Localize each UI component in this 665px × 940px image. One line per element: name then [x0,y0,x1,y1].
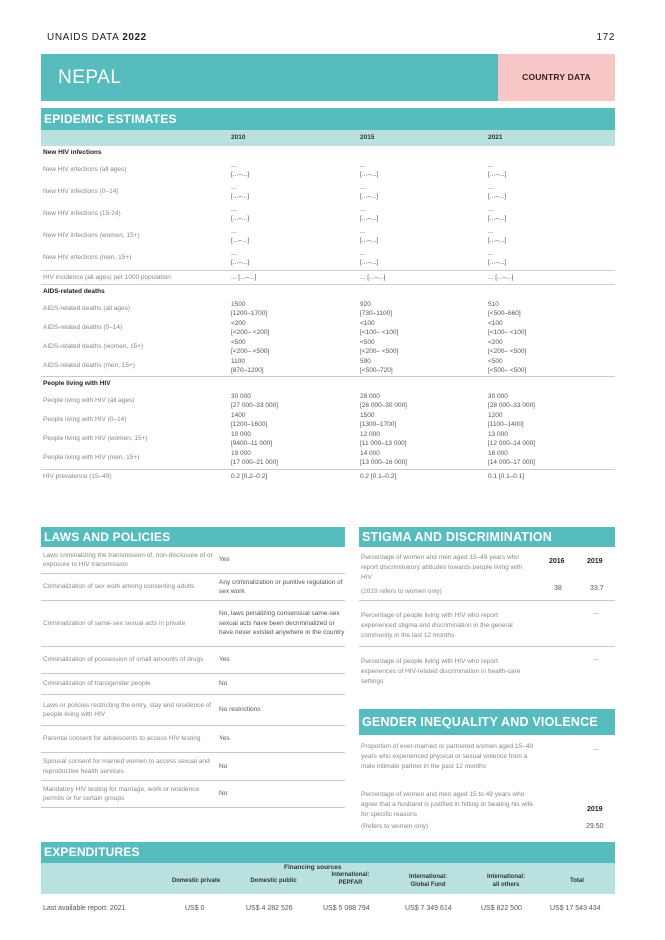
cell: <100 [<100– <100] [488,320,527,336]
cell: ... [...–...] [231,250,250,266]
cell: ... [...–...] [488,184,507,200]
column-header: Total [570,878,584,884]
group-title: New HIV infections [43,149,102,156]
policy-question: Criminalization of transgender people [43,680,151,688]
row-label: AIDS-related deaths (women, 15+) [43,343,144,350]
cell: ... [...–...] [231,184,250,200]
row-label: AIDS-related deaths (all ages) [43,305,131,312]
cell: <500 [<500– <500] [488,358,527,374]
cell: ... [...–...] [488,228,507,244]
summary-row [41,469,615,486]
cell: <200 [<200– <500] [488,339,527,355]
cell: US$ 5 088 794 [323,905,370,912]
row-label: Last available report: 2021 [43,905,126,912]
cell: 12 000 [11 000–13 000] [360,431,407,447]
column-header: International: PEPFAR [331,872,370,886]
cell: 0.2 [0.2–0.2] [231,473,268,480]
indicator-row [359,647,615,691]
cell: ... [...–...] [231,162,250,178]
cell: 30 000 [28 000–33 000] [488,393,535,409]
laws-and-policies-section [41,527,345,808]
cell: US$ 7 349 614 [405,905,452,912]
policy-row [41,547,345,574]
row-label: New HIV infections (women, 15+) [43,232,140,239]
policy-question: Spousal consent for married women to access sexual and reproductive health services [43,758,210,775]
year-header: 2019 [587,558,603,565]
group-title: People living with HIV [43,380,111,387]
page-header [47,32,615,46]
indicator-value: ... [593,745,599,752]
cell: ... [...–...] [231,206,250,222]
table-row [41,248,615,270]
cell: 1500 [1300–1700] [360,412,397,428]
cell: 13 000 [12 000–14 000] [488,431,535,447]
policy-answer: No restrictions [219,706,261,714]
cell: ... [...–...] [360,162,379,178]
indicator-text: Percentage of women and men aged 15 to 49 years who agree that a husband is justified in hitting or beating his wife for specific reasons [361,791,533,818]
year-header: 2019 [587,806,603,813]
group-title: AIDS-related deaths [43,288,105,295]
financing-header [41,863,615,894]
financing-sources-label: Financing sources [284,864,342,871]
indicator-text: Percentage of women and men aged 15–49 years who report discriminatory attitudes towards people living with HIV [361,554,523,581]
policy-row [41,574,345,601]
cell: 1100 [870–1200] [231,358,264,374]
section-title: EXPENDITURES [41,842,615,863]
table-row [41,160,615,182]
cell: ... [...–...] [488,274,514,281]
table-row [41,391,615,410]
row-label: AIDS-related deaths (0–14) [43,324,123,331]
section-title: STIGMA AND DISCRIMINATION [359,527,615,547]
cell: 1200 [1100–1400] [488,412,524,428]
cell: 1400 [1200–1600] [231,412,268,428]
row-label: People living with HIV (women, 15+) [43,435,148,442]
row-label: New HIV infections (15-24) [43,210,121,217]
policy-row [41,726,345,753]
epidemic-estimates-section [41,108,615,486]
cell: ... [...–...] [488,250,507,266]
policy-question: Criminalization of same-sex sexual acts in private [43,619,186,627]
policy-answer: No [219,762,228,770]
cell: ... [...–...] [360,250,379,266]
policy-row [41,753,345,781]
policy-row [41,647,345,674]
cell: ... [...–...] [360,184,379,200]
cell: 0.1 [0.1–0.1] [488,473,525,480]
expenditure-row [41,894,615,920]
cell: US$ 4 282 526 [246,905,293,912]
summary-row [41,270,615,285]
table-row [41,429,615,448]
row-label: New HIV infections (men, 15+) [43,254,132,261]
cell: <100 [<100– <100] [360,320,399,336]
cell: 16 000 [14 000–17 000] [488,450,535,466]
cell: 28 000 [26 000–30 000] [360,393,407,409]
indicator-text: Percentage of people living with HIV who report experiences of HIV-related discrimination in health-care settings [361,658,521,685]
row-label: People living with HIV (men, 15+) [43,454,140,461]
policy-row [41,695,345,726]
policy-answer: No, laws penalizing consensual same-sex sexual acts have been decriminalized or have never existed anywhere in the country [219,610,345,637]
table-row [41,204,615,226]
year-header: 2015 [360,134,375,141]
indicator-value: 33.7 [590,585,604,592]
table-row [41,182,615,204]
column-header: International: all others [486,874,525,888]
indicator-note: (Refers to women only) [361,823,429,830]
indicator-row [359,790,615,840]
publication-title: UNAIDS DATA 2022 [47,32,147,43]
year-header: 2021 [488,134,503,141]
policy-question: Criminalization of sex work among consenting adults [43,583,195,591]
expenditures-section [41,842,615,920]
row-label: New HIV infections (0–14) [43,188,119,195]
column-header: Domestic public [250,878,297,884]
cell: 1500 [1200–1700] [231,301,268,317]
cell: 30 000 [27 000–33 000] [231,393,278,409]
policy-question: Parental consent for adolescents to access HIV testing [43,735,201,743]
cell: 19 000 [17 000–21 000] [231,450,278,466]
country-data-label: COUNTRY DATA [498,54,615,101]
table-row [41,299,615,318]
row-label: HIV prevalence (15–49) [43,473,112,480]
indicator-row [359,735,615,790]
indicator-value: 38 [554,585,562,592]
cell: 510 [<500–660] [488,301,521,317]
table-row [41,448,615,469]
policy-answer: No [219,680,228,688]
cell: US$ 0 [185,905,205,912]
policy-row [41,601,345,647]
year-header: 2016 [549,558,565,565]
cell: US$ 822 500 [481,905,522,912]
policy-answer: Yes [219,656,230,664]
cell: ... [...–...] [360,274,386,281]
indicator-value: ... [593,655,599,662]
country-name: NEPAL [41,54,498,101]
stigma-discrimination-section [359,527,615,691]
indicator-row [359,601,615,647]
policy-answer: Yes [219,556,230,564]
section-title: LAWS AND POLICIES [41,527,345,547]
row-label: AIDS-related deaths (men, 15+) [43,362,135,369]
policy-question: Mandatory HIV testing for marriage, work or residence permits or for certain groups [43,785,200,802]
cell: ... [...–...] [360,206,379,222]
cell: 0.2 [0.1–0.2] [360,473,397,480]
policy-row [41,674,345,695]
row-label: New HIV infections (all ages) [43,166,127,173]
cell: ... [...–...] [488,162,507,178]
gender-inequality-section [359,709,615,840]
policy-question: Laws criminalizing the transmission of, non-disclosure of or exposure to HIV transmission [43,551,213,568]
indicator-note: (2019 refers to women only) [361,588,442,595]
indicator-row [359,547,615,601]
section-title: GENDER INEQUALITY AND VIOLENCE [359,709,615,735]
cell: <200 [<200– <200] [231,320,270,336]
cell: 14 000 [13 000–16 000] [360,450,407,466]
table-row [41,226,615,248]
year-header: 2010 [231,134,246,141]
row-label: People living with HIV (0–14) [43,416,127,423]
policy-row [41,781,345,808]
cell: 920 [730–1100] [360,301,393,317]
cell: ... [...–...] [488,206,507,222]
column-header: Domestic private [171,878,221,884]
cell: ... [...–...] [231,228,250,244]
cell: ... [...–...] [360,228,379,244]
cell: <500 [<200– <500] [360,339,399,355]
row-label: People living with HIV (all ages) [43,397,135,404]
column-header: International: Global Fund [408,874,447,888]
table-row [41,356,615,377]
policy-question: Criminalization of possession of small amounts of drugs [43,656,204,664]
cell: 590 [<500–720] [360,358,393,374]
cell: 10 000 [9400–11 000] [231,431,273,447]
cell: ... [...–...] [231,274,257,281]
country-banner [41,54,615,101]
indicator-text: Proportion of ever-married or partnered women aged 15–49 years who experienced physical or sexual violence from a male intimate partner in the past 12 months [361,743,533,770]
indicator-value: 29.50 [586,823,604,830]
policy-answer: No [219,790,228,798]
row-label: HIV incidence (all ages) per 1000 population [43,274,171,281]
table-row [41,410,615,429]
indicator-text: Percentage of people living with HIV who report experienced stigma and discrimination in the general community in the last 12 months [361,612,513,639]
indicator-value: ... [593,609,599,616]
table-row [41,337,615,356]
policy-question: Laws or policies restricting the entry, stay and residence of people living with HIV [43,701,212,718]
section-title: EPIDEMIC ESTIMATES [41,108,615,130]
policy-answer: Any criminalization or punitive regulation of sex work [219,578,343,595]
cell: <500 [<200– <500] [231,339,270,355]
cell: US$ 17 543 434 [550,905,601,912]
page-number: 172 [596,32,615,43]
table-row [41,318,615,337]
year-header-row [41,130,615,146]
policy-answer: Yes [219,735,230,743]
